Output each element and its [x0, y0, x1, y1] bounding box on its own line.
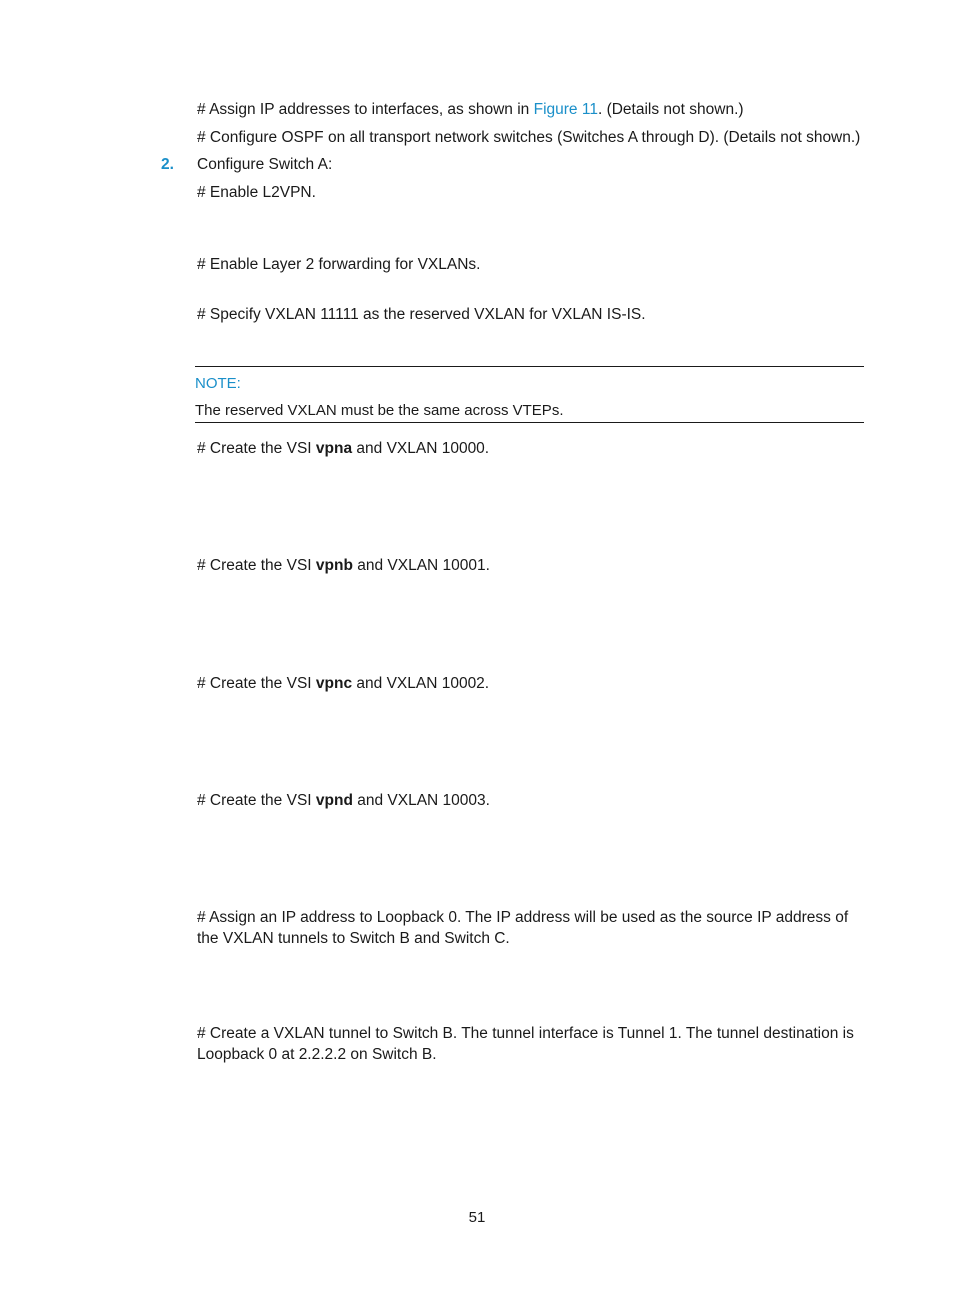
- vsi-c-prefix: # Create the VSI: [197, 675, 316, 692]
- create-vsi-vpnb-line: [197, 555, 490, 576]
- configure-ospf-line: # Configure OSPF on all transport network switches (Switches A through D). (Details not shown.): [197, 129, 861, 146]
- note-bottom-rule: [195, 422, 864, 423]
- assign-ip-line: [197, 99, 744, 120]
- tunnel-paragraph: # Create a VXLAN tunnel to Switch B. The tunnel interface is Tunnel 1. The tunnel destination is Loopback 0 at 2.2.2.2 on Switch B.: [197, 1025, 854, 1063]
- vsi-d-prefix: # Create the VSI: [197, 792, 316, 809]
- reserved-vxlan-line: # Specify VXLAN 11111 as the reserved VXLAN for VXLAN IS-IS.: [197, 306, 646, 323]
- vsi-c-name: vpnc: [315, 675, 353, 692]
- create-vsi-vpnd-line: [197, 790, 490, 811]
- vsi-b-name: vpnb: [315, 557, 353, 574]
- vsi-c-suffix: and VXLAN 10002.: [352, 675, 490, 692]
- assign-ip-suffix: . (Details not shown.): [597, 101, 744, 118]
- assign-ip-prefix: # Assign IP addresses to interfaces, as shown in: [197, 101, 534, 118]
- figure-11-link[interactable]: Figure 11: [533, 101, 598, 118]
- vsi-b-suffix: and VXLAN 10001.: [352, 557, 490, 574]
- enable-l2-forwarding-line: # Enable Layer 2 forwarding for VXLANs.: [197, 256, 481, 273]
- create-vsi-vpnc-line: [197, 673, 489, 694]
- note-title: NOTE:: [195, 375, 241, 392]
- vsi-a-suffix: and VXLAN 10000.: [352, 440, 490, 457]
- step-number-2: 2.: [161, 156, 174, 173]
- vsi-a-name: vpna: [315, 440, 353, 457]
- create-vsi-vpna-line: [197, 438, 489, 459]
- enable-l2vpn-line: # Enable L2VPN.: [197, 184, 316, 201]
- page-number: 51: [468, 1209, 486, 1226]
- vsi-a-prefix: # Create the VSI: [197, 440, 316, 457]
- step-2-label: Configure Switch A:: [197, 156, 333, 173]
- note-text: The reserved VXLAN must be the same across VTEPs.: [195, 402, 564, 419]
- vsi-d-name: vpnd: [315, 792, 353, 809]
- vsi-d-suffix: and VXLAN 10003.: [352, 792, 490, 809]
- vsi-b-prefix: # Create the VSI: [197, 557, 316, 574]
- loopback-paragraph: # Assign an IP address to Loopback 0. The IP address will be used as the source IP address of the VXLAN tunnels to Switch B and Switch C.: [197, 909, 849, 947]
- note-top-rule: [195, 366, 864, 367]
